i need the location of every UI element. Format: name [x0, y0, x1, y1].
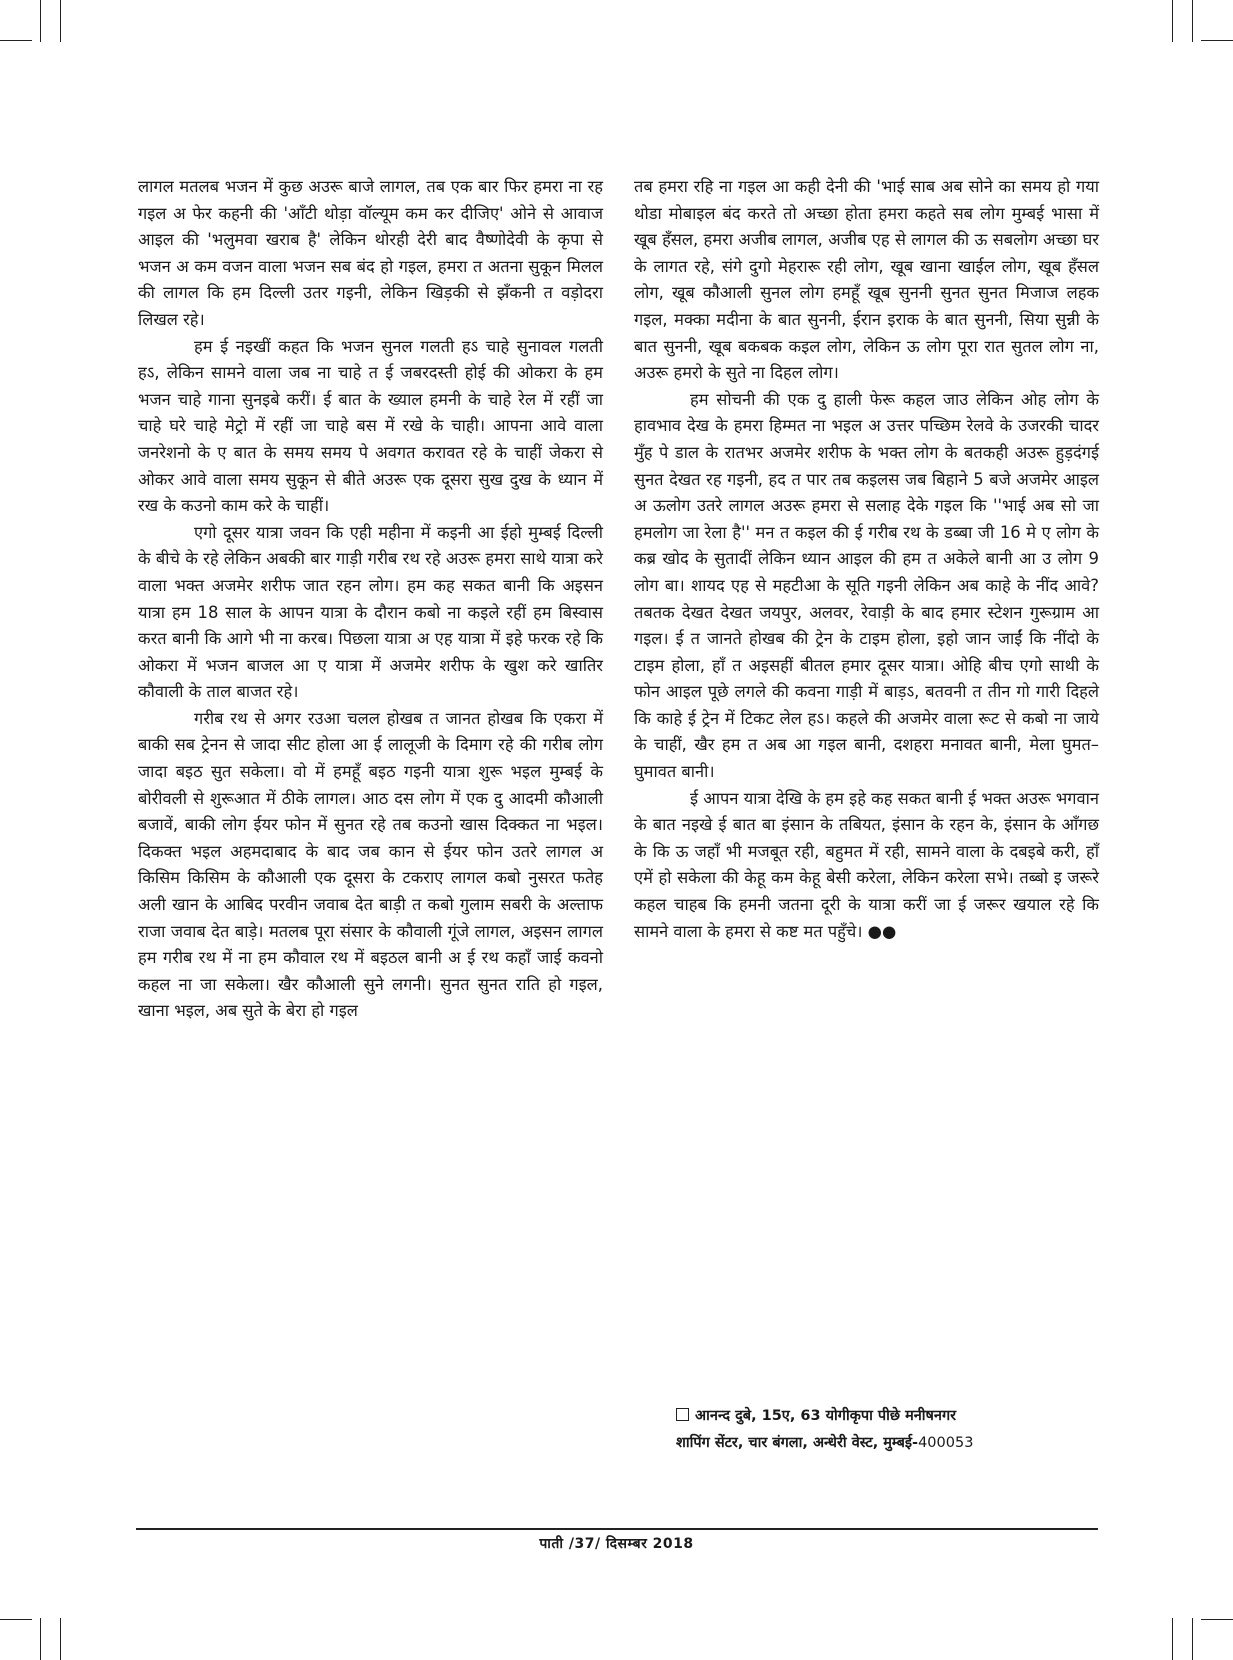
crop-mark — [1201, 40, 1233, 41]
crop-mark — [40, 1618, 41, 1660]
paragraph: गरीब रथ से अगर रउआ चलल होखब त जानत होखब कि एकरा में बाकी सब ट्रेनन से जादा सीट होला आ ई लालूजी के दिमाग रहे की गरीब लोग जादा बइठ सुत सकेला। वो में हमहूँ बइठ गइनी यात्रा शुरू भइल मुम्बई के बोरीवली से शुरूआत में ठीके लागल। आठ दस लोग में एक दु आदमी कौआली बजावें, बाकी लोग ईयर फोन में सुनत रहे तब कउनो खास दिक्कत ना भइल। दिकक्त भइल अहमदाबाद के बाद जब कान से ईयर फोन उतरे लागल अ किसिम किसिम के कौआली एक दूसरा के टकराए लागल कबो नुसरत फतेह अली खान के आबिद परवीन जवाब देत बाड़ी त कबो गुलाम सबरी के अल्ताफ राजा जवाब देत बाड़े। मतलब पूरा संसार के कौवाली गूंजे लागल, अइसन लागल हम गरीब रथ में ना हम कौवाल रथ में बइठल बानी अ ई रथ कहाँ जाई कवनो कहल ना जा सकेला। खैर कौआली सुने लगनी। सुनत सुनत राति हो गइल, खाना भइल, अब सुते के बेरा हो गइल — [138, 708, 603, 1021]
author-line — [676, 1403, 1096, 1430]
page-footer: पाती /37/ दिसम्बर 2018 — [539, 1536, 694, 1552]
crop-mark — [40, 0, 41, 42]
crop-mark — [0, 40, 32, 41]
paragraph: हम सोचनी की एक दु हाली फेरू कहल जाउ लेकिन ओह लोग के हावभाव देख के हमरा हिम्मत ना भइल अ उत्तर पच्छिम रेलवे के उजरकी चादर मुँह पे डाल के रातभर अजमेर शरीफ के भक्त लोग के बतकही अउरू हुड़दंगई सुनत देखत रह गइनी, हद त पार तब कइलस जब बिहाने 5 बजे अजमेर आइल अ ऊलोग उतरे लागल अउरू हमरा से सलाह देके गइल कि ''भाई अब सो जा हमलोग जा रेला है'' मन त कइल की ई गरीब रथ के डब्बा जी 16 मे ए लोग के कब्र खोद के सुतादीं लेकिन ध्यान आइल की हम त अकेले बानी आ उ लोग 9 लोग बा। शायद एह से महटीआ के सूति गइनी लेकिन अब काहे के नींद आवे? तबतक देखत देखत जयपुर, अलवर, रेवाड़ी के बाद हमार स्टेशन गुरूग्राम आ गइल। ई त जानते होखब की ट्रेन के टाइम होला, इहो जान जाईं कि नींदो के टाइम होला, हाँ त अइसहीं बीतल हमार दूसर यात्रा। ओहि बीच एगो साथी के फोन आइल पूछे लगले की कवना गाड़ी में बाड़ऽ, बतवनी त तीन गो गारी दिहले कि काहे ई ट्रेन में टिकट लेल हऽ। कहले की अजमेर वाला रूट से कबो ना जाये के चाहीं, खैर हम त अब आ गइल बानी, दशहरा मनावत बानी, मेला घुमत–घुमावत बानी। — [634, 389, 1099, 782]
paragraph: हम ई नइखीं कहत कि भजन सुनल गलती हऽ चाहे सुनावल गलती हऽ, लेकिन सामने वाला जब ना चाहे त ई जबरदस्ती होई की ओकरा के हम भजन चाहे गाना सुनइबे करीं। ई बात के ख्याल हमनी के चाहे रेल में रहीं जा चाहे घरे चाहे मेट्रो में रहीं जा चाहे बस में रखे के चाही। आपना आवे वाला जनरेशनो के ए बात के समय समय पे अवगत करावत रहे के चाहीं जेकरा से ओकर आवे वाला समय सुकून से बीते अउरू एक दूसरा सुख दुख के ध्यान में रख के कउनो काम करे के चाहीं। — [138, 336, 603, 516]
crop-mark — [0, 1619, 32, 1620]
crop-mark — [1172, 0, 1173, 42]
author-block — [676, 1403, 1096, 1457]
crop-mark — [1172, 1618, 1173, 1660]
author-name-address: आनन्द दुबे, 15ए, 63 योगीकृपा पीछे मनीषनगर — [695, 1408, 957, 1424]
checkbox-icon — [676, 1408, 689, 1421]
author-address: शापिंग सेंटर, चार बंगला, अन्धेरी वेस्ट, मुम्बई- — [676, 1435, 919, 1451]
paragraph: एगो दूसर यात्रा जवन कि एही महीना में कइनी आ ईहो मुम्बई दिल्ली के बीचे के रहे लेकिन अबकी बार गाड़ी गरीब रथ रहे अउरू हमरा साथे यात्रा करे वाला भक्त अजमेर शरीफ जात रहन लोग। हम कह सकत बानी कि अइसन यात्रा हम 18 साल के आपन यात्रा के दौरान कबो ना कइले रहीं हम बिस्वास करत बानी कि आगे भी ना करब। पिछला यात्रा अ एह यात्रा में इहे फरक रहे कि ओकरा में भजन बाजल आ ए यात्रा में अजमेर शरीफ के खुश करे खातिर कौवाली के ताल बाजत रहे। — [138, 522, 603, 702]
left-column — [138, 174, 603, 1025]
crop-mark — [1192, 1618, 1193, 1660]
author-line — [676, 1430, 1096, 1457]
author-pincode: 400053 — [918, 1435, 974, 1451]
paragraph: ई आपन यात्रा देखि के हम इहे कह सकत बानी ई भक्त अउरू भगवान के बात नइखे ई बात बा इंसान के तबियत, इंसान के रहन के, इंसान के आँगछ के कि ऊ जहाँ भी मजबूत रही, बहुमत में रही, सामने वाला के दबइबे करी, हाँ एमें हो सकेला की केहू कम केहू बेसी करेला, लेकिन करेला सभे। तब्बो इ जरूरे कहल चाहब कि हमनी जतना दूरी के यात्रा करीं जा ई जरूर खयाल रहे कि सामने वाला के हमरा से कष्ट मत पहुँचे। ●● — [634, 788, 1099, 941]
paragraph: तब हमरा रहि ना गइल आ कही देनी की 'भाई साब अब सोने का समय हो गया थोडा मोबाइल बंद करते तो अच्छा होता हमरा कहते सब लोग मुम्बई भासा में खूब हँसल, हमरा अजीब लागल, अजीब एह से लागल की ऊ सबलोग अच्छा घर के लागत रहे, संगे दुगो मेहरारू रही लोग, खूब खाना खाईल लोग, खूब हँसल लोग, खूब कौआली सुनल लोग हमहूँ खूब सुननी सुनत सुनत मिजाज लहक गइल, मक्का मदीना के बात सुननी, ईरान इराक के बात सुननी, सिया सुन्नी के बात सुननी, खूब बकबक कइल लोग, लेकिन ऊ लोग पूरा रात सुतल लोग ना, अउरू हमरो के सुते ना दिहल लोग। — [634, 177, 1099, 383]
paragraph: लागल मतलब भजन में कुछ अउरू बाजे लागल, तब एक बार फिर हमरा ना रह गइल अ फेर कहनी की 'आँटी थोड़ा वॉल्यूम कम कर दीजिए' ओने से आवाज आइल की 'भलुमवा खराब है' लेकिन थोरही देरी बाद वैष्णोदेवी के कृपा से भजन अ कम वजन वाला भजन सब बंद हो गइल, हमरा त अतना सुकून मिलल की लागल कि हम दिल्ली उतर गइनी, लेकिन खिड़की से झँकनी त वड़ोदरा लिखल रहे। — [138, 177, 603, 329]
right-column — [634, 174, 1099, 945]
crop-mark — [60, 0, 61, 42]
crop-mark — [1201, 1619, 1233, 1620]
crop-mark — [60, 1618, 61, 1660]
footer-rule — [136, 1528, 1098, 1530]
crop-mark — [1192, 0, 1193, 42]
